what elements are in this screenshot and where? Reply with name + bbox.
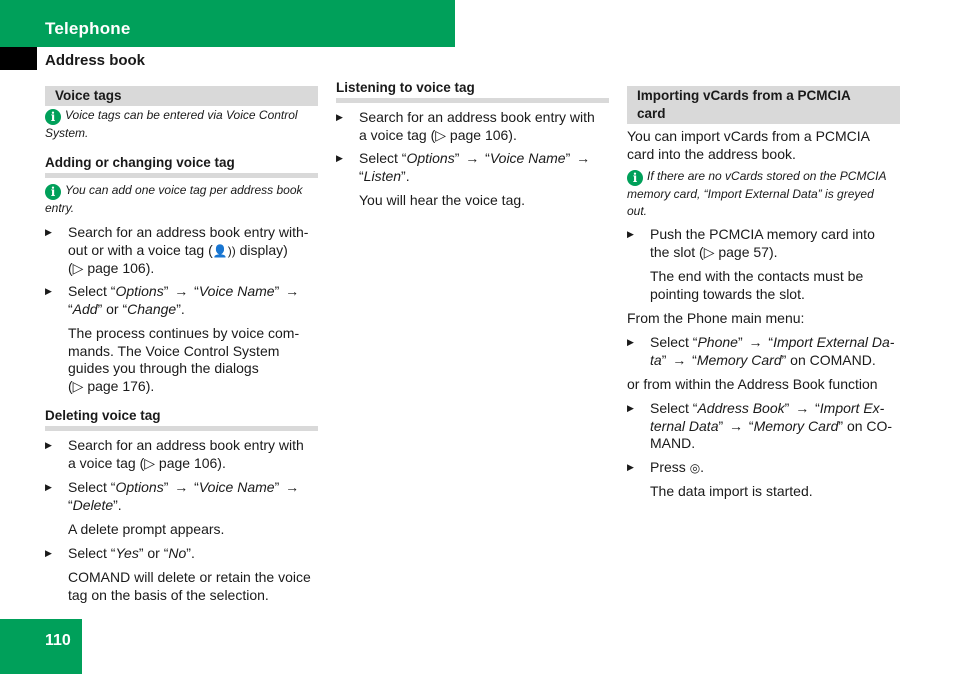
section-marker [0, 47, 37, 70]
triangle-bullet-icon: ▶ [627, 403, 634, 413]
delete-result-text: COMAND will delete or retain the voice tag on the basis of the selection. [68, 569, 311, 603]
triangle-bullet-icon: ▶ [627, 337, 634, 347]
import-step-2: Select “Phone” → “Import External Da- ta” → “Memory Card” on COMAND. [650, 334, 895, 368]
deleting-step-3: Select “Yes” or “No”. [68, 545, 195, 561]
importing-heading: Importing vCards from a PCMCIA card [627, 86, 900, 124]
page-number: 110 [45, 632, 71, 649]
import-from-phone: From the Phone main menu: [627, 310, 805, 326]
arrow-right-icon: → [672, 351, 687, 368]
arrow-right-icon: → [285, 479, 300, 495]
triangle-bullet-icon: ▶ [45, 227, 52, 237]
arrow-right-icon: → [729, 417, 744, 434]
import-step-3: Select “Address Book” → “Import Ex- ternal Data” → “Memory Card” on CO- MAND. [650, 400, 893, 452]
deleting-step-1: Search for an address book entry with a voice tag (▷ page 106). [68, 437, 304, 471]
import-orientation-text: The end with the contacts must be pointing towards the slot. [650, 268, 864, 302]
adding-note: i You can add one voice tag per address book entry. [45, 183, 303, 215]
info-icon: i [45, 184, 61, 200]
triangle-bullet-icon: ▶ [336, 112, 343, 122]
adding-heading: Adding or changing voice tag [45, 154, 318, 178]
deleting-step-2: Select “Options” → “Voice Name” → “Delete”. [68, 479, 300, 513]
adding-step-1: Search for an address book entry with- out or with a voice tag (👤)) display) (▷ page 106). [68, 224, 309, 277]
adding-step-2: Select “Options” → “Voice Name” → “Add” or “Change”. [68, 283, 300, 317]
knob-press-icon: ◎ [689, 461, 701, 475]
voice-tags-heading: Voice tags [45, 86, 318, 106]
adding-description: The process continues by voice com- mands. The Voice Control System guides you through the dialogs (▷ page 176). [68, 325, 300, 394]
listening-step-2: Select “Options” → “Voice Name” → “Listen”. [359, 150, 591, 184]
listening-result-text: You will hear the voice tag. [359, 192, 526, 208]
triangle-bullet-icon: ▶ [45, 482, 52, 492]
import-note: i If there are no vCards stored on the PCMCIA memory card, “Import External Data” is greyed out. [627, 169, 887, 218]
triangle-bullet-icon: ▶ [336, 153, 343, 163]
triangle-bullet-icon: ▶ [627, 229, 634, 239]
arrow-right-icon: → [795, 400, 810, 416]
voice-tag-icon: 👤)) [212, 243, 236, 258]
triangle-bullet-icon: ▶ [45, 548, 52, 558]
arrow-right-icon: → [576, 150, 591, 166]
import-step-1: Push the PCMCIA memory card into the slot (▷ page 57). [650, 226, 875, 260]
arrow-right-icon: → [174, 479, 189, 495]
deleting-heading: Deleting voice tag [45, 407, 318, 431]
info-icon: i [627, 170, 643, 186]
voice-tags-note: i Voice tags can be entered via Voice Control System. [45, 108, 298, 140]
triangle-bullet-icon: ▶ [45, 286, 52, 296]
arrow-right-icon: → [174, 283, 189, 299]
listening-heading: Listening to voice tag [336, 79, 609, 103]
import-intro: You can import vCards from a PCMCIA card into the address book. [627, 128, 871, 162]
info-icon: i [45, 109, 61, 125]
import-result-text: The data import is started. [650, 483, 813, 499]
arrow-right-icon: → [748, 334, 763, 350]
import-from-address-book: or from within the Address Book function [627, 376, 878, 392]
arrow-right-icon: → [465, 150, 480, 166]
section-title: Address book [45, 52, 146, 69]
listening-step-1: Search for an address book entry with a voice tag (▷ page 106). [359, 109, 595, 143]
delete-prompt-text: A delete prompt appears. [68, 521, 225, 537]
import-step-4: Press ◎. [650, 459, 900, 478]
triangle-bullet-icon: ▶ [45, 440, 52, 450]
chapter-title: Telephone [45, 19, 131, 38]
arrow-right-icon: → [285, 283, 300, 299]
triangle-bullet-icon: ▶ [627, 462, 634, 472]
